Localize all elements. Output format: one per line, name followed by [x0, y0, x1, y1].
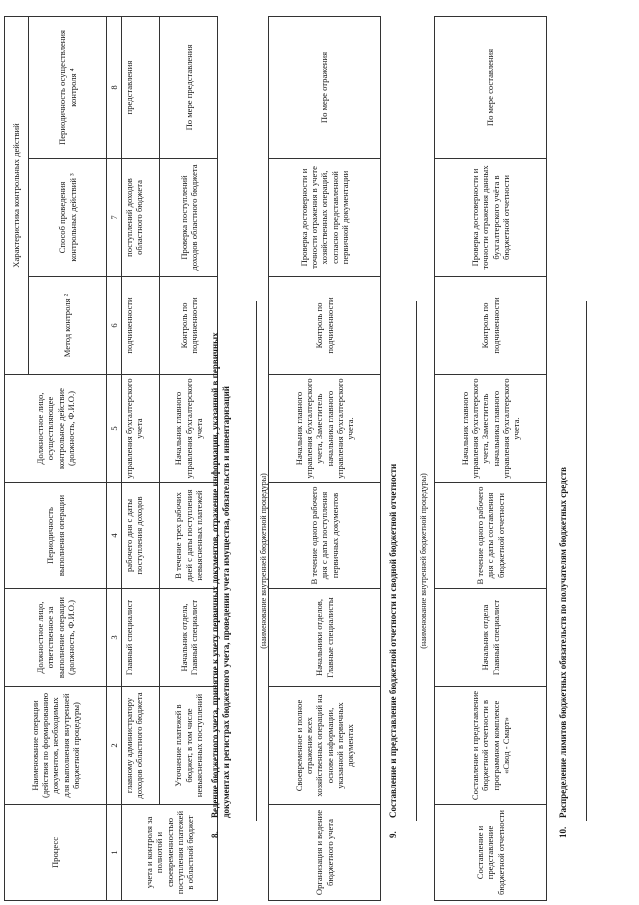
section-9-heading: [386, 17, 430, 901]
header-ctrl-person: Должностное лицо, осуществляющее контрольное действие (должность, Ф.И.О.): [5, 375, 107, 483]
section-number: 9.: [388, 831, 398, 838]
section-underline: [586, 301, 594, 821]
cell-periodicity: В течение трех рабочих дней с даты поступления невыясненных платежей: [160, 483, 218, 589]
header-operation: Наименование операции (действия по формированию документов, необходимых для выполнения внутренней бюджетной процедуры): [5, 687, 107, 805]
cell-period-ctrl: По мере представления: [160, 17, 218, 159]
cell-resp-person: Начальник отдела, Главный специалист: [160, 589, 218, 687]
cell-method: Контроль по подчиненности: [435, 277, 547, 375]
cell-way: поступлений доходов областного бюджета: [122, 159, 160, 277]
header-resp-person: Должностное лицо, ответственное за выполнение операции (должность, Ф.И.О.): [5, 589, 107, 687]
cell-method: Контроль по подчиненности: [160, 277, 218, 375]
header-periodicity: Периодичность выполнения операции: [5, 483, 107, 589]
cell-process: Организация и ведение бюджетного учета: [269, 805, 381, 901]
header-way: Способ проведения контрольных действий ³: [29, 159, 107, 277]
cell-method: подчиненности: [122, 277, 160, 375]
control-table: [4, 16, 218, 901]
section-number: 8.: [210, 831, 220, 838]
cell-method: Контроль по подчиненности: [269, 277, 381, 375]
cell-ctrl-person: управления бухгалтерского учета: [122, 375, 160, 483]
cell-operation: Своевременное и полное отражение всех хозяйственных операций на основе информации, указанной в первичных документах: [269, 687, 381, 805]
header-process: Процесс: [5, 805, 107, 901]
header-period-ctrl: Периодичность осуществления контроля ⁴: [29, 17, 107, 159]
col-index: 6: [107, 277, 122, 375]
header-method: Метод контроля ²: [29, 277, 107, 375]
cell-ctrl-person: Начальник главного управления бухгалтерского учета, Заместитель начальника главного управления бухгалтерского учета.: [269, 375, 381, 483]
cell-process: Составление и представление бюджетной отчетности: [435, 805, 547, 901]
cell-ctrl-person: Начальник главного управления бухгалтерского учета, Заместитель начальника главного управления бухгалтерского учета.: [435, 375, 547, 483]
col-index: 7: [107, 159, 122, 277]
cell-operation: Составление и представление бюджетной отчетности в программном комплексе «Свод - Смарт»: [435, 687, 547, 805]
cell-process-control: учета и контроля за полнотой и своевременностью поступления платежей в областной бюджет: [122, 805, 218, 901]
cell-resp-person: Начальники отделов, Главные специалисты: [269, 589, 381, 687]
cell-periodicity: рабочего дня с даты поступления доходов: [122, 483, 160, 589]
section-8-heading: [208, 17, 270, 901]
section-9-table: [434, 16, 547, 901]
cell-operation: Уточнение платежей в бюджет, в том числе невыясненных поступлений: [160, 687, 218, 805]
cell-way: Проверка достоверности и точности отражения данных бухгалтерского учёта в бюджетной отчетности: [435, 159, 547, 277]
section-caption: (наименование внутренней бюджетной процедуры): [256, 301, 270, 821]
cell-way: Проверка поступлений доходов областного бюджета: [160, 159, 218, 277]
cell-period-ctrl: По мере отражения: [269, 17, 381, 159]
section-title: Составление и представление бюджетной отчетности и сводной бюджетной отчетности: [388, 463, 398, 818]
cell-ctrl-person: Начальник главного управления бухгалтерского учета: [160, 375, 218, 483]
cell-way: Проверка достоверности и точности отражения в учете хозяйственных операций, согласно представленной первичной документации: [269, 159, 381, 277]
cell-period-ctrl: представления: [122, 17, 160, 159]
col-index: 5: [107, 375, 122, 483]
col-index: 3: [107, 589, 122, 687]
section-10-heading: [556, 17, 594, 901]
cell-period-ctrl: По мере составления: [435, 17, 547, 159]
col-index: 8: [107, 17, 122, 159]
cell-operation: главному администратору доходов областного бюджета: [122, 687, 160, 805]
cell-periodicity: В течение одного рабочего дня с даты составления бюджетной отчетности: [435, 483, 547, 589]
col-index: 4: [107, 483, 122, 589]
col-index: 2: [107, 687, 122, 805]
section-8-table: [268, 16, 381, 901]
section-number: 10.: [558, 826, 568, 838]
header-char-group: Характеристика контрольных действий: [5, 17, 29, 375]
section-caption: (наименование внутренней бюджетной процедуры): [416, 301, 430, 821]
section-title: Распределение лимитов бюджетных обязательств по получателям бюджетных средств: [558, 467, 568, 818]
cell-resp-person: Начальник отдела Главный специалист: [435, 589, 547, 687]
cell-periodicity: В течение одного рабочего дня с даты поступления первичных документов: [269, 483, 381, 589]
section-title: Ведение бюджетного учета, принятие к учету первичных документов, отражение информации, указанной в первичных документах и регистрах бюджетного учета, проведении учета имущества, обязательств и инвентаризаций: [210, 332, 231, 818]
col-index: 1: [107, 805, 122, 901]
cell-resp-person: Главный специалист: [122, 589, 160, 687]
